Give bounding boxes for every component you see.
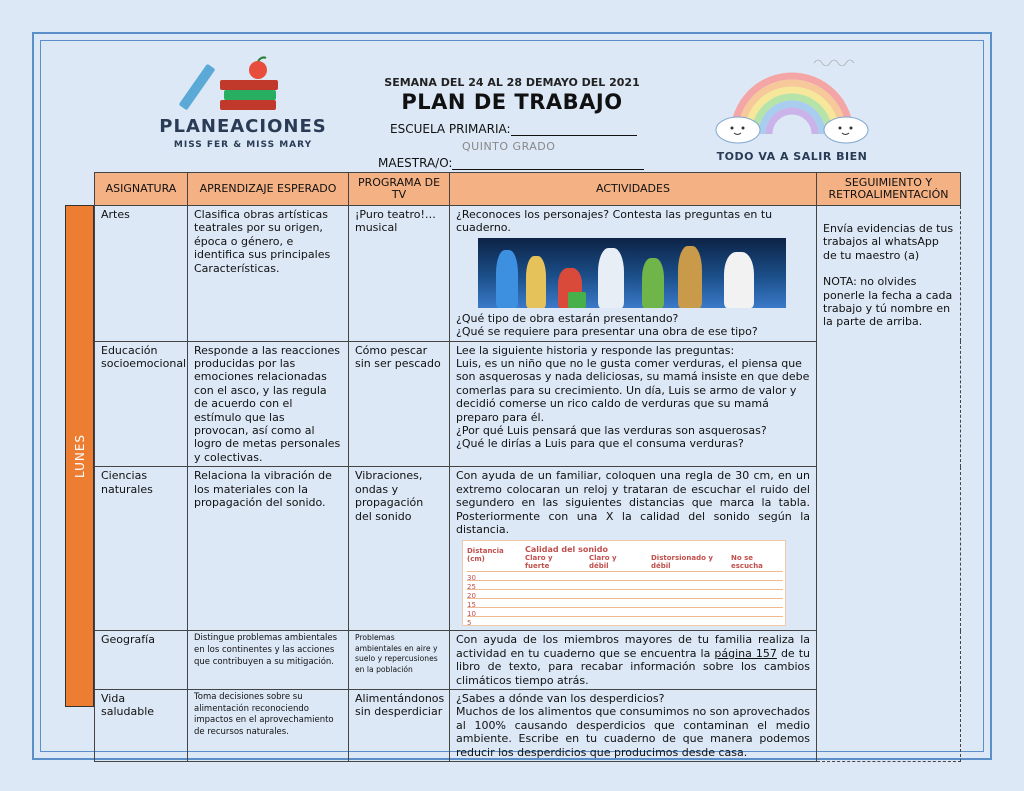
- activity-cell: [450, 631, 817, 690]
- activity-cell: [450, 689, 817, 761]
- grade-label: QUINTO GRADO: [462, 140, 556, 153]
- activity-question-2: ¿Qué le dirías a Luis para que el consuma verduras?: [456, 437, 744, 451]
- rainbow-caption: TODO VA A SALIR BIEN: [716, 150, 868, 163]
- tv-program-cell: Alimentándonos sin desperdiciar: [349, 689, 450, 761]
- learning-cell: Responde a las reacciones producidas por las emociones relacionadas con el asco, y las regula de acuerdo con el estímulo que las provocan, así como al logro de metas personales y colectivas.: [188, 341, 349, 467]
- table-header-row: [95, 173, 961, 206]
- books-apple-icon: [158, 56, 328, 114]
- img-row: 15: [467, 598, 783, 599]
- textbook-page-ref: página 157: [714, 646, 777, 660]
- school-blank-line: [511, 123, 637, 136]
- activity-question-1: ¿Por qué Luis pensará que las verduras son asquerosas?: [456, 424, 767, 438]
- subject-cell: Educación socioemocional: [95, 341, 188, 467]
- activity-intro: Lee la siguiente historia y responde las preguntas:: [456, 343, 735, 357]
- img-col-4: No se escucha: [731, 554, 763, 571]
- img-col-3: Distorsionado y débil: [651, 554, 713, 571]
- logo-title: PLANEACIONES: [159, 116, 327, 137]
- sound-quality-table-image: [462, 540, 786, 626]
- activity-question-2: ¿Qué se requiere para presentar una obra de ese tipo?: [456, 325, 758, 339]
- followup-evidence: Envía evidencias de tus trabajos al whatsApp de tu maestro (a): [823, 222, 954, 262]
- img-quality-header: Calidad del sonido: [525, 545, 608, 555]
- plan-table: [94, 172, 961, 762]
- followup-cell: [817, 206, 961, 762]
- img-row: 30: [467, 571, 783, 572]
- activity-text-pre: Con ayuda de los miembros mayores de tu familia realiza la actividad en tu cuaderno que se encuentra la: [456, 633, 810, 660]
- teacher-label: MAESTRA/O:: [378, 156, 453, 170]
- img-row: 20: [467, 589, 783, 590]
- rainbow-logo: [712, 56, 872, 168]
- img-col-1: Claro y fuerte: [525, 554, 553, 571]
- img-row: 10: [467, 607, 783, 608]
- activity-cell: [450, 467, 817, 631]
- learning-cell: Clasifica obras artísticas teatrales por su origen, época o género, e identifica sus principales Características.: [188, 206, 349, 342]
- activity-text: Con ayuda de un familiar, coloquen una regla de 30 cm, en un extremo colocaran un reloj y trataran de escuchar el ruido del segundero en las siguientes distancias que marca la tabla. Posteriormente con una X la calidad del sonido según la distancia.: [456, 469, 810, 536]
- day-label: LUNES: [72, 433, 87, 479]
- toy-story-stage-image: [478, 238, 786, 308]
- tv-program-cell: Cómo pescar sin ser pescado: [349, 341, 450, 467]
- page-title: PLAN DE TRABAJO: [401, 90, 623, 114]
- signature-scribble: [812, 56, 856, 66]
- activity-question: ¿Sabes a dónde van los desperdicios?: [456, 691, 665, 705]
- table-row: [95, 206, 961, 342]
- img-row: 25: [467, 580, 783, 581]
- activity-question-1: ¿Qué tipo de obra estarán presentando?: [456, 311, 679, 325]
- img-col-2: Claro y débil: [589, 554, 617, 571]
- img-dist-header: Distancia (cm): [467, 547, 504, 564]
- img-row: 5: [467, 616, 783, 617]
- activity-story: Luis, es un niño que no le gusta comer verduras, el piensa que son asquerosas y nada deliciosas, su mamá insiste en que debe comerlas para su crecimiento. Un día, Luis se armo de valor y decidió comerse un rico caldo de verduras que su mamá preparo para él.: [456, 357, 810, 424]
- learning-cell: Distingue problemas ambientales en los continentes y las acciones que contribuyen a su mitigación.: [188, 631, 349, 690]
- header-actividades: ACTIVIDADES: [450, 173, 817, 206]
- activity-text: ¿Reconoces los personajes? Contesta las preguntas en tu cuaderno.: [456, 208, 773, 235]
- subject-cell: Vida saludable: [95, 689, 188, 761]
- planeaciones-logo: [158, 56, 328, 156]
- followup-note: NOTA: no olvides ponerle la fecha a cada trabajo y tú nombre en la parte de arriba.: [823, 275, 953, 329]
- header-programa-tv: PROGRAMA DE TV: [349, 173, 450, 206]
- tv-program-cell: Problemas ambientales en aire y suelo y repercusiones en la población: [349, 631, 450, 690]
- logo-subtitle: MISS FER & MISS MARY: [173, 140, 313, 150]
- rainbow-icon: [712, 56, 872, 148]
- subject-cell: Artes: [95, 206, 188, 342]
- learning-cell: Relaciona la vibración de los materiales con la propagación del sonido.: [188, 467, 349, 631]
- header-asignatura: ASIGNATURA: [95, 173, 188, 206]
- week-label: SEMANA DEL 24 AL 28 DEMAYO DEL 2021: [384, 76, 640, 89]
- activity-text: Muchos de los alimentos que consumimos no son aprovechados al 100% causando desperdicios que contaminan el medio ambiente. Escribe en tu cuaderno de que manera podemos reducir los desperdicios que producimos desde casa.: [456, 705, 810, 759]
- header-aprendizaje: APRENDIZAJE ESPERADO: [188, 173, 349, 206]
- subject-cell: Ciencias naturales: [95, 467, 188, 631]
- activity-cell: [450, 341, 817, 467]
- teacher-blank-line: [452, 157, 644, 170]
- activity-text-post: de tu libro de texto, para recabar información sobre los cambios climáticos tiempo atrás.: [456, 646, 811, 687]
- school-field: [390, 122, 637, 136]
- teacher-field: [378, 156, 644, 170]
- learning-cell: Toma decisiones sobre su alimentación reconociendo impactos en el aprovechamiento de recursos naturales.: [188, 689, 349, 761]
- day-lunes-cell: [65, 205, 94, 707]
- tv-program-cell: ¡Puro teatro!… musical: [349, 206, 450, 342]
- header-seguimiento: SEGUIMIENTO Y RETROALIMENTACIÓN: [817, 173, 961, 206]
- activity-cell: [450, 206, 817, 342]
- school-label: ESCUELA PRIMARIA:: [390, 122, 511, 136]
- tv-program-cell: Vibraciones, ondas y propagación del sonido: [349, 467, 450, 631]
- subject-cell: Geografía: [95, 631, 188, 690]
